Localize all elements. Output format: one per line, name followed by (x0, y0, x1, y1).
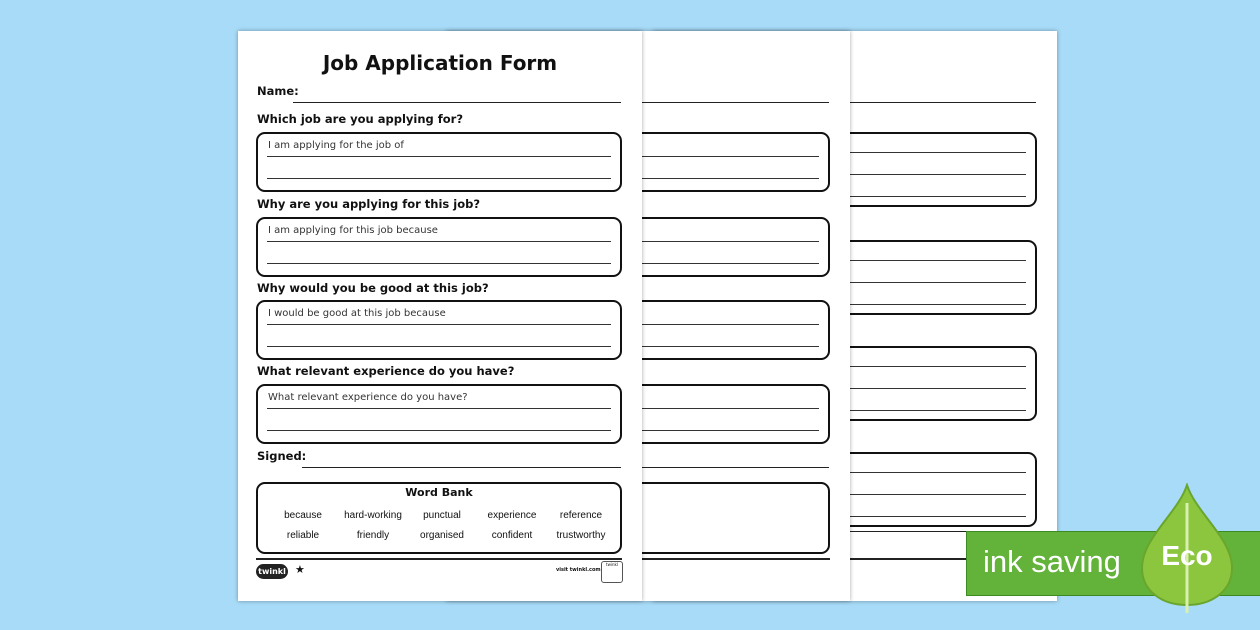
answer-line (267, 263, 611, 264)
ink-saving-text: ink saving (983, 544, 1121, 579)
question-label: Why would you be good at this job? (257, 281, 489, 295)
answer-line (267, 324, 611, 325)
signed-label: Signed: (257, 449, 307, 463)
name-line (293, 102, 621, 103)
answer-hint: I would be good at this job because (268, 308, 446, 319)
answer-line (267, 178, 611, 179)
answer-box[interactable] (256, 384, 622, 444)
twinkl-logo: twinkl (256, 564, 288, 579)
answer-line (267, 346, 611, 347)
answer-line (267, 408, 611, 409)
answer-line (267, 156, 611, 157)
word: friendly (356, 530, 390, 541)
word-bank-title: Word Bank (405, 486, 473, 499)
answer-box[interactable] (256, 217, 622, 277)
word: because (284, 510, 322, 521)
word-bank (256, 482, 622, 554)
answer-box[interactable] (256, 132, 622, 192)
word: reference (559, 510, 603, 521)
quality-badge-icon: twinkl (601, 561, 623, 583)
eco-leaf-drop-icon (1136, 483, 1238, 613)
name-label: Name: (257, 84, 299, 98)
footer-divider (256, 558, 622, 560)
answer-box[interactable] (256, 300, 622, 360)
question-label: Which job are you applying for? (257, 112, 463, 126)
question-label: What relevant experience do you have? (257, 364, 515, 378)
word: experience (487, 510, 537, 521)
answer-hint: I am applying for the job of (268, 140, 404, 151)
star-icon: ★ (295, 563, 305, 576)
worksheet-page-front[interactable] (238, 31, 642, 601)
answer-line (267, 430, 611, 431)
answer-line (267, 241, 611, 242)
word: punctual (423, 510, 461, 521)
word: hard-working (344, 510, 402, 521)
form-title: Job Application Form (322, 51, 558, 75)
answer-hint: I am applying for this job because (268, 225, 438, 236)
question-label: Why are you applying for this job? (257, 197, 481, 211)
answer-hint: What relevant experience do you have? (268, 392, 468, 403)
word: organised (420, 530, 464, 541)
word: trustworthy (556, 530, 606, 541)
signature-line (302, 467, 621, 468)
visit-link: visit twinkl.com (556, 567, 601, 573)
word: reliable (286, 530, 320, 541)
eco-label: Eco (1161, 540, 1213, 571)
word: confident (491, 530, 533, 541)
